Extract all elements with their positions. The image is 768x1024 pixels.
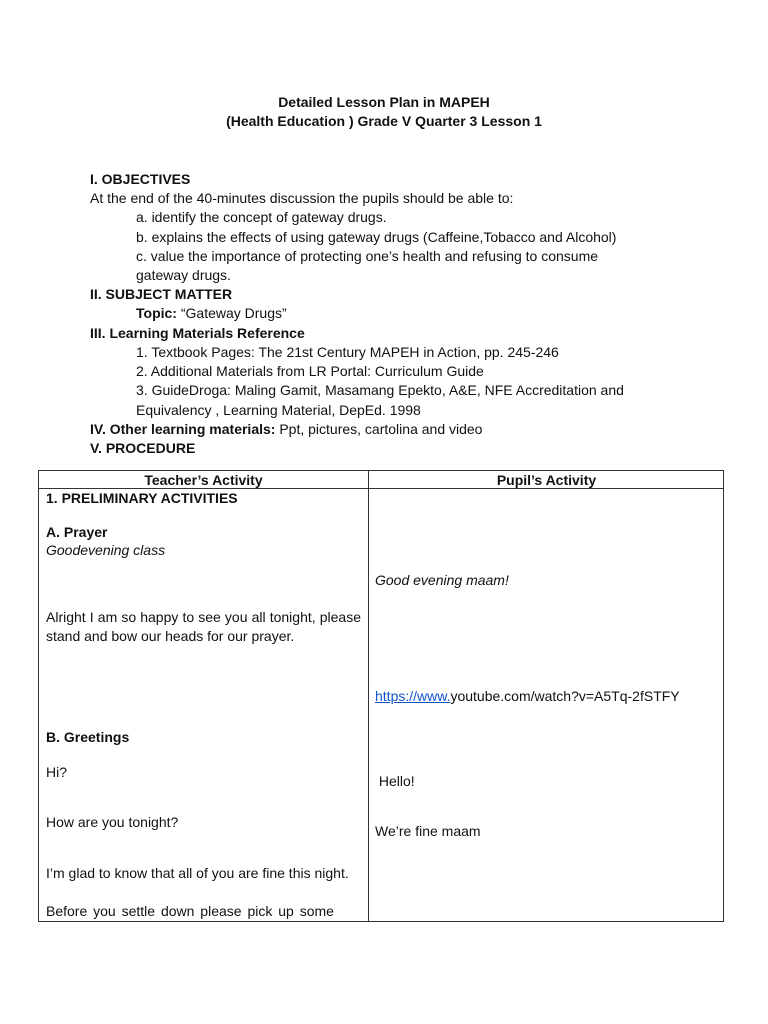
subject-matter-heading: II. SUBJECT MATTER (90, 286, 233, 302)
prayer-video-link[interactable] (375, 688, 680, 704)
teacher-how-are-you: How are you tonight? (46, 814, 179, 830)
teacher-glad-line: I’m glad to know that all of you are fine this night. (46, 865, 349, 881)
prayer-greeting: Goodevening class (46, 542, 166, 558)
column-divider (368, 471, 369, 921)
pupil-hello: Hello! (375, 773, 415, 789)
procedure-heading: V. PROCEDURE (90, 440, 196, 456)
document-subtitle: (Health Education ) Grade V Quarter 3 Lesson 1 (226, 113, 542, 129)
reference-item-continued: Equivalency , Learning Material, DepEd. 1998 (136, 402, 421, 418)
link-url-rest[interactable]: youtube.com/watch?v=A5Tq-2fSTFY (450, 688, 680, 704)
teacher-activity-header: Teacher’s Activity (144, 472, 263, 488)
topic-label: Topic: (136, 305, 177, 321)
objective-item: a. identify the concept of gateway drugs. (136, 209, 387, 225)
other-materials-value: Ppt, pictures, cartolina and video (275, 421, 483, 437)
reference-item: 3. GuideDroga: Maling Gamit, Masamang Epekto, A&E, NFE Accreditation and (136, 382, 624, 398)
objective-item: b. explains the effects of using gateway drugs (Caffeine,Tobacco and Alcohol) (136, 229, 617, 245)
document-title: Detailed Lesson Plan in MAPEH (278, 94, 490, 110)
pupil-good-evening: Good evening maam! (375, 572, 509, 588)
pupil-fine: We’re fine maam (375, 823, 481, 839)
other-materials-heading: IV. Other learning materials: (90, 421, 276, 437)
reference-item: 1. Textbook Pages: The 21st Century MAPEH in Action, pp. 245-246 (136, 344, 559, 360)
other-materials-line (90, 421, 482, 437)
objectives-heading: I. OBJECTIVES (90, 171, 191, 187)
objectives-intro: At the end of the 40-minutes discussion the pupils should be able to: (90, 190, 514, 206)
objective-item: c. value the importance of protecting one’s health and refusing to consume (136, 248, 599, 264)
header-divider (39, 488, 723, 489)
prayer-heading: A. Prayer (46, 524, 108, 540)
topic-line (136, 305, 287, 321)
teacher-hi: Hi? (46, 764, 68, 780)
greetings-heading: B. Greetings (46, 729, 130, 745)
teacher-settle-down-line: Before you settle down please pick up some (46, 903, 334, 919)
reference-item: 2. Additional Materials from LR Portal: Curriculum Guide (136, 363, 484, 379)
materials-reference-heading: III. Learning Materials Reference (90, 325, 305, 341)
prayer-instruction: Alright I am so happy to see you all tonight, please stand and bow our heads for our prayer. (46, 609, 361, 644)
pupil-activity-header: Pupil’s Activity (496, 472, 597, 488)
preliminary-activities-heading: 1. PRELIMINARY ACTIVITIES (46, 490, 238, 506)
link-prefix[interactable]: https://www. (375, 688, 451, 704)
procedure-table (38, 470, 724, 922)
objective-item-continued: gateway drugs. (136, 267, 231, 283)
topic-value: “Gateway Drugs” (176, 305, 287, 321)
